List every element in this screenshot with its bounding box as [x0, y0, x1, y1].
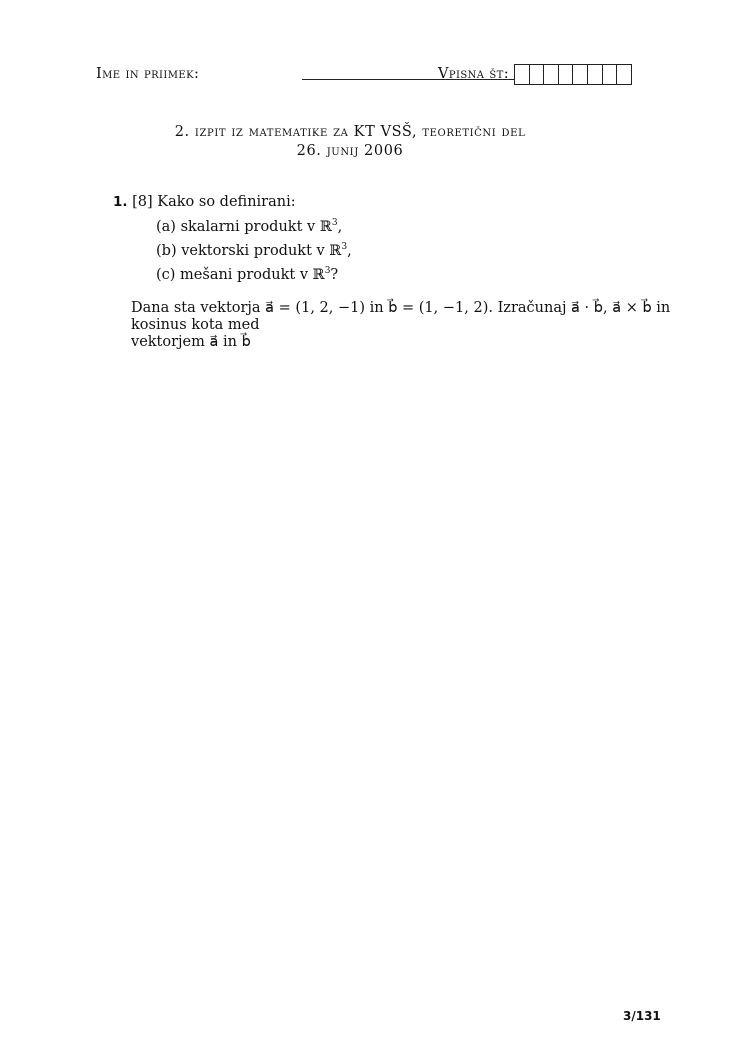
problem-subitems	[156, 217, 673, 289]
student-id-box[interactable]	[559, 65, 574, 84]
problem-points-and-question: [8] Kako so definirani:	[132, 194, 296, 210]
paragraph-line-2: vektorjem a⃗ in b⃗	[131, 334, 251, 350]
exam-date: 26. junij 2006	[296, 143, 404, 159]
student-id-boxes[interactable]	[514, 64, 632, 85]
exam-title-line1: 2. izpit iz matematike za KT VSŠ, teoretični del	[174, 124, 526, 140]
exam-title	[0, 123, 700, 161]
header	[96, 64, 641, 86]
problem-1-header	[113, 192, 673, 212]
problem-number: 1.	[113, 194, 128, 210]
paragraph-line-1: Dana sta vektorja a⃗ = (1, 2, −1) in b⃗ = (1, −1, 2). Izračunaj a⃗ · b⃗, a⃗ × b⃗ in kosinus kota med	[131, 300, 671, 333]
student-id-box[interactable]	[530, 65, 545, 84]
subitem-c: (c) mešani produkt v ℝ$^3$?	[156, 266, 339, 283]
page-number: 3/131	[623, 1009, 661, 1023]
student-id-box[interactable]	[573, 65, 588, 84]
subitem-a: (a) skalarni produkt v ℝ$^3$,	[156, 218, 343, 235]
student-id-box[interactable]	[617, 65, 632, 84]
problem-1	[113, 192, 673, 289]
student-id-box[interactable]	[544, 65, 559, 84]
student-id-box[interactable]	[515, 65, 530, 84]
problem-paragraph	[131, 300, 676, 351]
name-label: Ime in priimek:	[96, 66, 200, 82]
student-id-label: Vpisna št:	[438, 66, 509, 82]
student-id-box[interactable]	[603, 65, 618, 84]
subitem-b: (b) vektorski produkt v ℝ$^3$,	[156, 242, 352, 259]
student-id-box[interactable]	[588, 65, 603, 84]
